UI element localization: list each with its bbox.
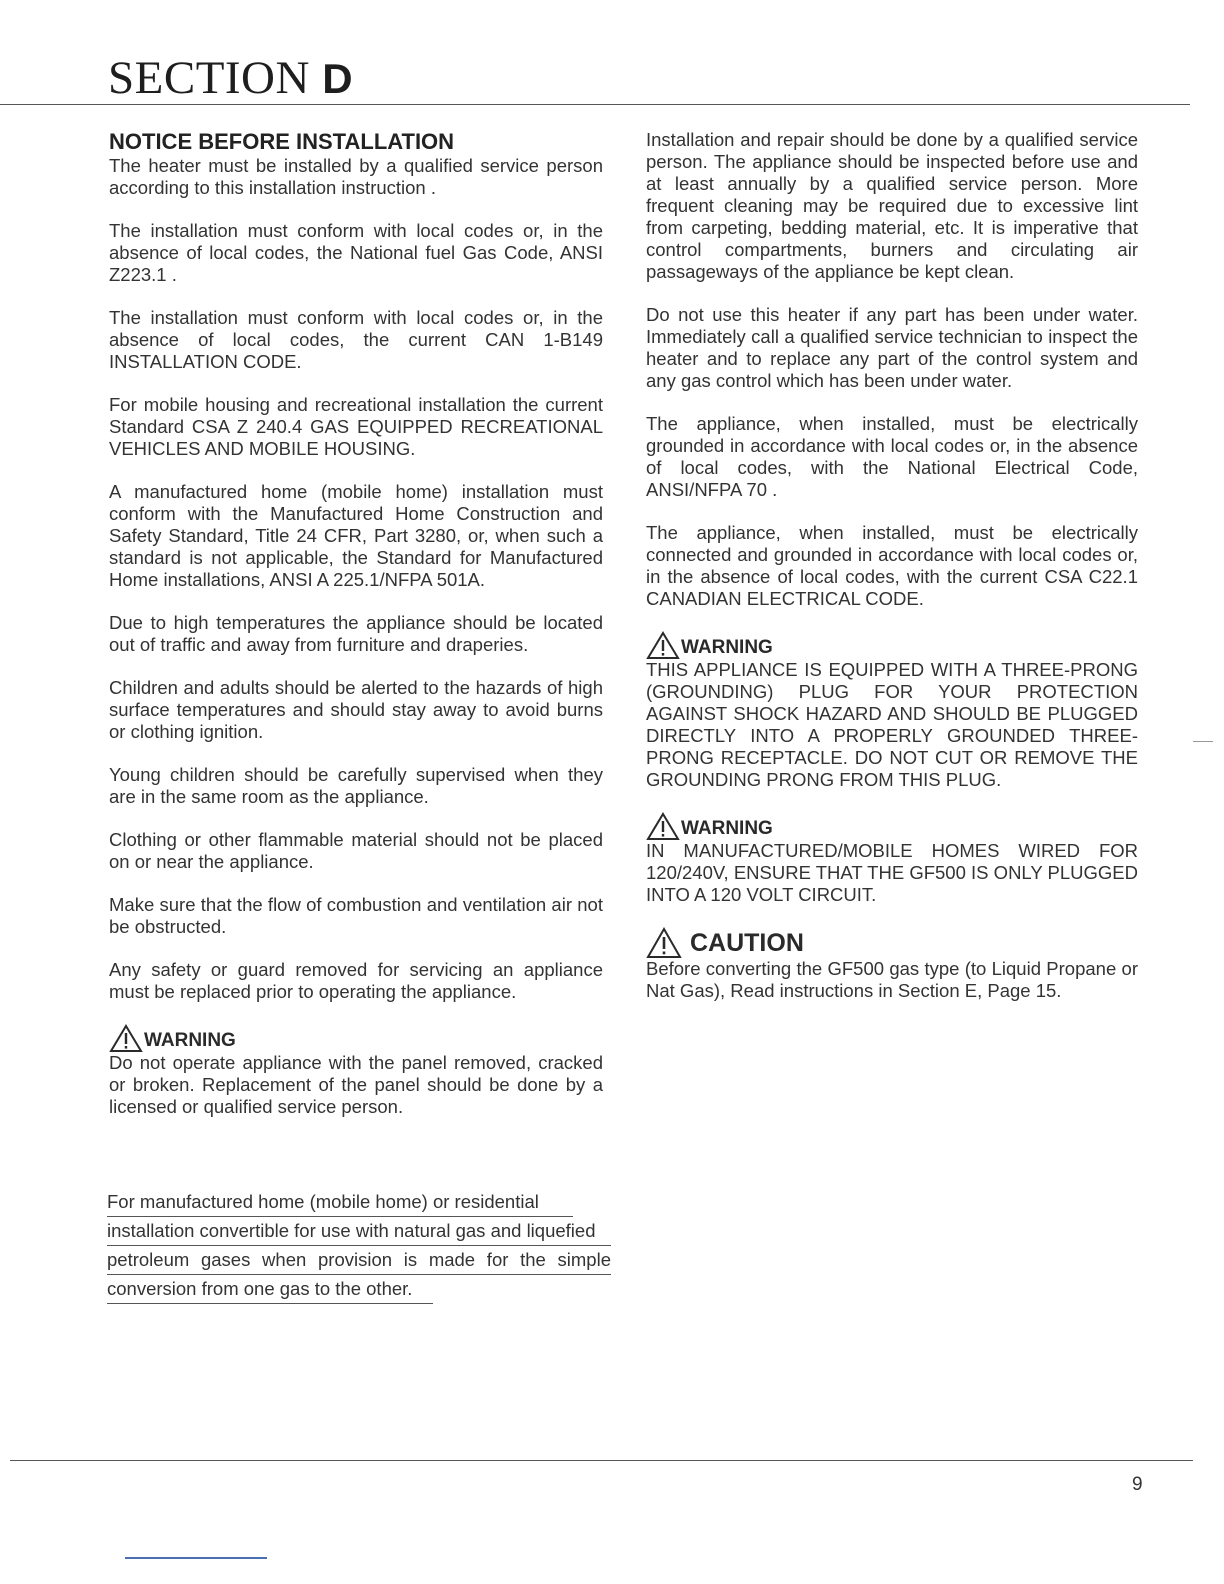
underlined-line: For manufactured home (mobile home) or residential — [107, 1188, 573, 1217]
warning-triangle-icon — [109, 1024, 143, 1052]
left-column — [109, 128, 603, 1139]
paragraph: Make sure that the flow of combustion and ventilation air not be obstructed. — [109, 894, 603, 937]
scan-artifact-line — [125, 1557, 267, 1559]
right-column — [646, 129, 1138, 1023]
paragraph: Do not use this heater if any part has been under water. Immediately call a qualified service technician to inspect the heater and to replace any part of the control system and any gas control which has been under water. — [646, 304, 1138, 391]
paragraph: The appliance, when installed, must be electrically connected and grounded in accordance with local codes or, in the absence of local codes, with the current CSA C22.1 CANADIAN ELECTRICAL CODE. — [646, 522, 1138, 609]
paragraph: Due to high temperatures the appliance should be located out of traffic and away from furniture and draperies. — [109, 612, 603, 655]
warning-title: WARNING — [681, 818, 773, 839]
footer-rule — [10, 1460, 1193, 1461]
paragraph: The installation must conform with local codes or, in the absence of local codes, the National fuel Gas Code, ANSI Z223.1 . — [109, 220, 603, 285]
underlined-line: petroleum gases when provision is made for the simple — [107, 1246, 611, 1275]
warning-heading — [109, 1024, 603, 1052]
underlined-line: conversion from one gas to the other. — [107, 1275, 433, 1304]
warning-text: IN MANUFACTURED/MOBILE HOMES WIRED FOR 120/240V, ENSURE THAT THE GF500 IS ONLY PLUGGED INTO A 120 VOLT CIRCUIT. — [646, 840, 1138, 905]
underlined-note — [107, 1188, 611, 1304]
paragraph: Young children should be carefully supervised when they are in the same room as the appliance. — [109, 764, 603, 807]
warning-title: WARNING — [681, 637, 773, 658]
paragraph: The appliance, when installed, must be electrically grounded in accordance with local codes or, in the absence of local codes, with the National Electrical Code, ANSI/NFPA 70 . — [646, 413, 1138, 500]
warning-text: THIS APPLIANCE IS EQUIPPED WITH A THREE-PRONG (GROUNDING) PLUG FOR YOUR PROTECTION AGAINST SHOCK HAZARD AND SHOULD BE PLUGGED DIRECTLY INTO A PROPERLY GROUNDED THREE-PRONG RECEPTACLE. DO NOT CUT OR REMOVE THE GROUNDING PRONG FROM THIS PLUG. — [646, 659, 1138, 790]
warning-circuit-block — [646, 812, 1138, 906]
caution-title: CAUTION — [690, 929, 804, 957]
paragraph: The installation must conform with local codes or, in the absence of local codes, the current CAN 1-B149 INSTALLATION CODE. — [109, 307, 603, 372]
paragraph: The heater must be installed by a qualified service person according to this installation instruction . — [109, 155, 603, 198]
caution-block — [646, 927, 1138, 1002]
paragraph: A manufactured home (mobile home) installation must conform with the Manufactured Home Construction and Safety Standard, Title 24 CFR, Part 3280, or, when such a standard is not applicable, the Standard for Manufactured Home installations, ANSI A 225.1/NFPA 501A. — [109, 481, 603, 590]
warning-triangle-icon — [646, 631, 680, 659]
paragraph: Any safety or guard removed for servicing an appliance must be replaced prior to operating the appliance. — [109, 959, 603, 1002]
caution-triangle-icon — [646, 927, 682, 958]
warning-heading — [646, 631, 1138, 659]
caution-text: Before converting the GF500 gas type (to Liquid Propane or Nat Gas), Read instructions in Section E, Page 15. — [646, 958, 1138, 1001]
underlined-line: installation convertible for use with natural gas and liquefied — [107, 1217, 611, 1246]
paragraph: For mobile housing and recreational installation the current Standard CSA Z 240.4 GAS EQUIPPED RECREATIONAL VEHICLES AND MOBILE HOUSING. — [109, 394, 603, 459]
warning-heading — [646, 812, 1138, 840]
section-word: SECTION — [108, 52, 310, 104]
section-letter: D — [322, 55, 354, 102]
caution-heading — [646, 927, 1138, 958]
warning-text: Do not operate appliance with the panel removed, cracked or broken. Replacement of the panel should be done by a licensed or qualified service person. — [109, 1052, 603, 1117]
notice-heading: NOTICE BEFORE INSTALLATION — [109, 129, 455, 154]
warning-grounding-block — [646, 631, 1138, 791]
section-title — [108, 52, 353, 105]
warning-title: WARNING — [144, 1030, 236, 1051]
paragraph: Installation and repair should be done by a qualified service person. The appliance should be inspected before use and at least annually by a qualified service person. More frequent cleaning may be required due to excessive lint from carpeting, bedding material, etc. It is imperative that control compartments, burners and circulating air passageways of the appliance be kept clean. — [646, 129, 1138, 282]
page-number: 9 — [1132, 1474, 1143, 1495]
margin-mark — [1193, 741, 1213, 742]
paragraph: Clothing or other flammable material should not be placed on or near the appliance. — [109, 829, 603, 872]
warning-triangle-icon — [646, 812, 680, 840]
header-rule — [0, 104, 1190, 105]
warning-panel-block — [109, 1024, 603, 1118]
paragraph: Children and adults should be alerted to the hazards of high surface temperatures and should stay away to avoid burns or clothing ignition. — [109, 677, 603, 742]
